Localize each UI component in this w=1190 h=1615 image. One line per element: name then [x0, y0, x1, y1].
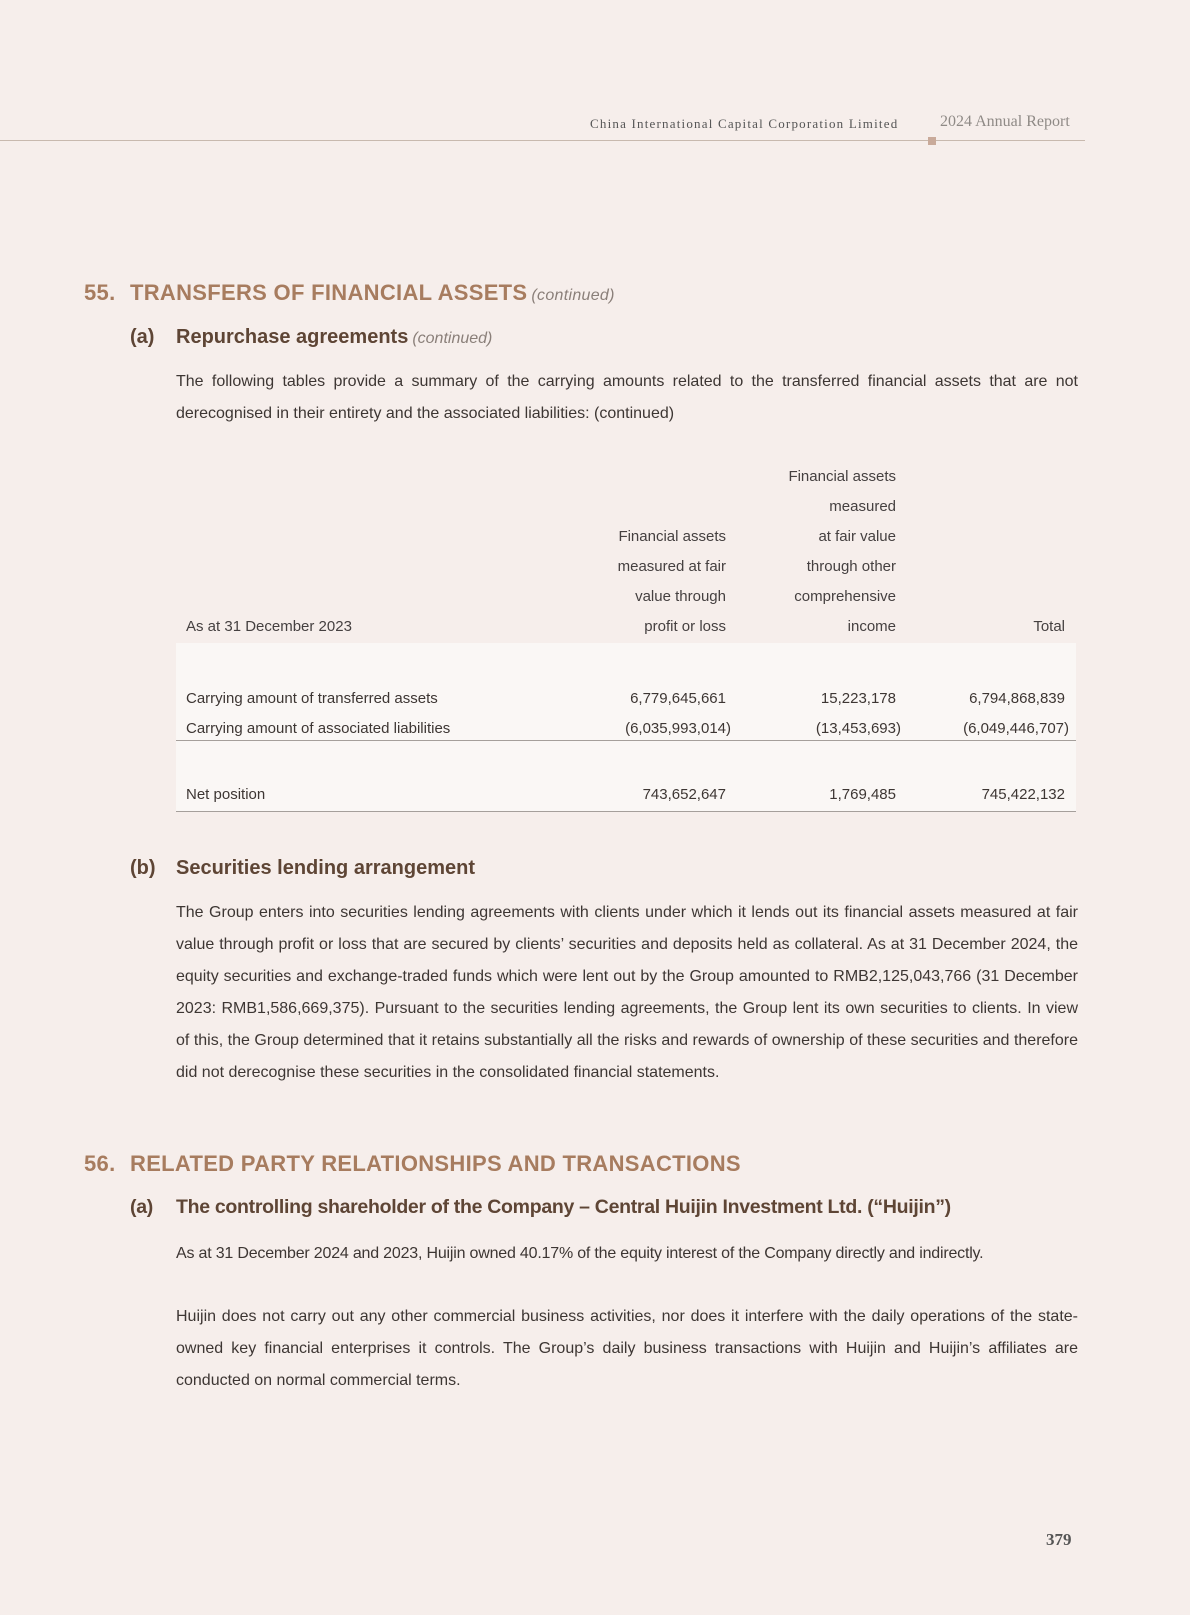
section-title: TRANSFERS OF FINANCIAL ASSETS [130, 280, 528, 305]
col-header-line: income [847, 618, 896, 635]
huijin-activities-para: Huijin does not carry out any other commercial business activities, nor does it interfere with the daily operations of the state-owned key financial enterprises it controls. The Group’s daily business transactions with Huijin and Huijin’s affiliates are conducted on normal commercial terms. [176, 1308, 1078, 1389]
header-divider [0, 140, 1085, 141]
header-report-title: 2024 Annual Report [940, 113, 1070, 130]
section-number: 56. [84, 1151, 116, 1176]
col-header-line: comprehensive [794, 588, 896, 605]
col-header-line: at fair value [818, 528, 896, 545]
cell-fvtpl: 743,652,647 [642, 786, 726, 803]
cell-fvoci: (13,453,693) [815, 720, 901, 737]
subtotal-rule [176, 740, 1076, 741]
cell-fvtpl: 6,779,645,661 [630, 690, 726, 707]
subsection-title: Repurchase agreements [176, 326, 409, 348]
table-body [176, 643, 1076, 811]
table-bottom-rule [176, 811, 1076, 812]
col-header-fvoci [788, 462, 896, 642]
securities-lending-body: The Group enters into securities lending agreements with clients under which it lends out its financial assets measured at fair value through profit or loss that are secured by clients’ securities and deposits held as collateral. As at 31 December 2024, the equity securities and exchange-traded funds which were lent out by the Group amounted to RMB2,125,043,766 (31 December 2023: RMB1,586,669,375). Pursuant to the securities lending agreements, the Group lent its own securities to clients. In view of this, the Group determined that it retains substantially all the risks and rewards of ownership of these securities and therefore did not derecognise these securities in the consolidated financial statements. [176, 904, 1078, 1081]
cell-total: 745,422,132 [981, 786, 1065, 803]
cell-total: (6,049,446,707) [963, 720, 1069, 737]
subsection-title: The controlling shareholder of the Company – Central Huijin Investment Ltd. (“Huijin”) [176, 1196, 951, 1218]
section-title: RELATED PARTY RELATIONSHIPS AND TRANSACTIONS [130, 1151, 741, 1176]
col-header-date: As at 31 December 2023 [186, 618, 352, 635]
subsection-56a-heading [130, 1196, 951, 1219]
col-header-line: Financial assets [618, 528, 726, 545]
header-company-name: China International Capital Corporation Limited [590, 116, 899, 131]
cell-fvtpl: (6,035,993,014) [625, 720, 731, 737]
header-marker [928, 137, 936, 145]
section-55-heading [84, 280, 615, 306]
continued-note: (continued) [412, 330, 493, 347]
continued-note: (continued) [531, 287, 615, 304]
huijin-ownership-para: As at 31 December 2024 and 2023, Huijin owned 40.17% of the equity interest of the Company directly and indirectly. [176, 1245, 984, 1262]
subsection-label: (b) [130, 857, 156, 879]
col-header-line: Financial assets [788, 468, 896, 485]
subsection-label: (a) [130, 1196, 153, 1218]
col-header-total: Total [1033, 618, 1065, 635]
cell-fvoci: 15,223,178 [820, 690, 896, 707]
subsection-label: (a) [130, 326, 155, 348]
subsection-b-heading [130, 857, 475, 880]
section-56-heading [84, 1151, 741, 1177]
col-header-line: through other [806, 558, 896, 575]
repurchase-intro: The following tables provide a summary of the carrying amounts related to the transferred financial assets that are not derecognised in their entirety and the associated liabilities: (continued) [176, 373, 1078, 422]
row-label: Carrying amount of transferred assets [186, 690, 438, 707]
section-number: 55. [84, 280, 116, 305]
col-header-fvtpl [618, 522, 726, 642]
subsection-title: Securities lending arrangement [176, 857, 475, 879]
col-header-line: measured [829, 498, 896, 515]
table-header [176, 462, 1076, 642]
row-label: Net position [186, 786, 266, 803]
cell-total: 6,794,868,839 [969, 690, 1065, 707]
col-header-line: value through [635, 588, 726, 605]
row-label: Carrying amount of associated liabilities [186, 720, 451, 737]
page-number: 379 [1046, 1530, 1072, 1549]
subsection-a-heading [130, 326, 492, 349]
cell-fvoci: 1,769,485 [829, 786, 896, 803]
col-header-line: measured at fair [617, 558, 726, 575]
col-header-line: profit or loss [644, 618, 726, 635]
